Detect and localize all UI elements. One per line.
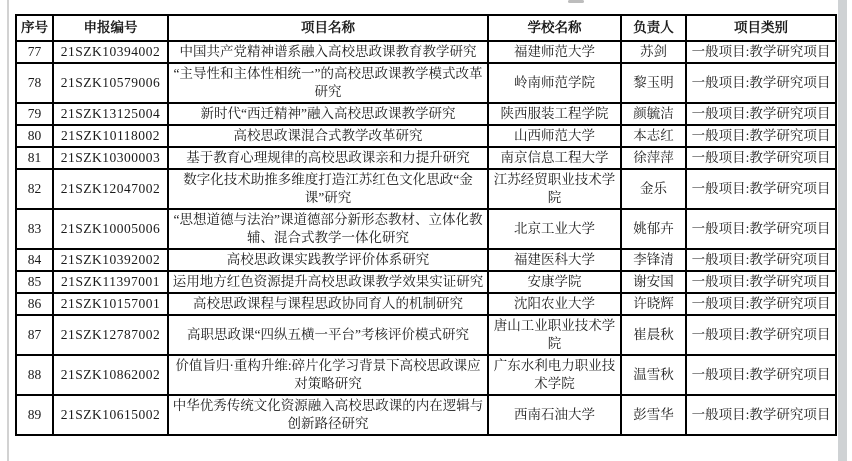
cell-project-category: 一般项目:教学研究项目: [686, 355, 836, 395]
cell-project-title: 中国共产党精神谱系融入高校思政课教育教学研究: [168, 41, 488, 63]
cell-leader-name: 崔晨秋: [621, 315, 686, 355]
cell-serial-number: 82: [16, 169, 53, 209]
cell-leader-name: 颜毓洁: [621, 103, 686, 125]
cell-application-code: 21SZK11397001: [53, 271, 168, 293]
table-row: [16, 395, 836, 435]
cell-school-name: 南京信息工程大学: [488, 147, 621, 169]
cell-leader-name: 彭雪华: [621, 395, 686, 435]
cell-leader-name: 姚郁卉: [621, 209, 686, 249]
cell-serial-number: 87: [16, 315, 53, 355]
table-row: [16, 41, 836, 63]
col-header-leader: 负责人: [621, 15, 686, 41]
cell-school-name: 陕西服装工程学院: [488, 103, 621, 125]
cell-project-category: 一般项目:教学研究项目: [686, 41, 836, 63]
cell-application-code: 21SZK10300003: [53, 147, 168, 169]
table-row: [16, 209, 836, 249]
cell-project-title: “思想道德与法治”课道德部分新形态教材、立体化教辅、混合式教学一体化研究: [168, 209, 488, 249]
cell-project-category: 一般项目:教学研究项目: [686, 125, 836, 147]
cell-school-name: 安康学院: [488, 271, 621, 293]
table-row: [16, 63, 836, 103]
cell-school-name: 福建医科大学: [488, 249, 621, 271]
col-header-category: 项目类别: [686, 15, 836, 41]
cell-project-title: 数字化技术助推多维度打造江苏红色文化思政“金课”研究: [168, 169, 488, 209]
cell-project-category: 一般项目:教学研究项目: [686, 315, 836, 355]
table-row: [16, 355, 836, 395]
cell-project-category: 一般项目:教学研究项目: [686, 271, 836, 293]
table-row: [16, 293, 836, 315]
cell-school-name: 唐山工业职业技术学院: [488, 315, 621, 355]
cell-serial-number: 88: [16, 355, 53, 395]
cell-leader-name: 谢安国: [621, 271, 686, 293]
col-header-project-title: 项目名称: [168, 15, 488, 41]
cell-project-category: 一般项目:教学研究项目: [686, 209, 836, 249]
cell-serial-number: 80: [16, 125, 53, 147]
cell-application-code: 21SZK10615002: [53, 395, 168, 435]
cell-serial-number: 84: [16, 249, 53, 271]
cell-application-code: 21SZK10862002: [53, 355, 168, 395]
table-row: [16, 169, 836, 209]
cell-project-title: 新时代“西迁精神”融入高校思政课教学研究: [168, 103, 488, 125]
table-row: [16, 147, 836, 169]
cell-serial-number: 85: [16, 271, 53, 293]
cell-application-code: 21SZK13125004: [53, 103, 168, 125]
cell-application-code: 21SZK10579006: [53, 63, 168, 103]
cell-leader-name: 温雪秋: [621, 355, 686, 395]
col-header-no: 序号: [16, 15, 53, 41]
col-header-application-code: 申报编号: [53, 15, 168, 41]
table-row: [16, 271, 836, 293]
page-right-edge-shadow: [838, 0, 847, 461]
cell-project-title: 高校思政课程与课程思政协同育人的机制研究: [168, 293, 488, 315]
table-row: [16, 249, 836, 271]
cell-application-code: 21SZK10118002: [53, 125, 168, 147]
cell-school-name: 岭南师范学院: [488, 63, 621, 103]
cell-project-title: 高校思政课混合式教学改革研究: [168, 125, 488, 147]
cell-school-name: 福建师范大学: [488, 41, 621, 63]
cell-project-category: 一般项目:教学研究项目: [686, 147, 836, 169]
cell-project-category: 一般项目:教学研究项目: [686, 169, 836, 209]
cell-leader-name: 李锋清: [621, 249, 686, 271]
cell-project-title: 基于教育心理规律的高校思政课亲和力提升研究: [168, 147, 488, 169]
cell-leader-name: 苏剑: [621, 41, 686, 63]
cell-project-category: 一般项目:教学研究项目: [686, 395, 836, 435]
cell-project-title: 高职思政课“四纵五横一平台”考核评价模式研究: [168, 315, 488, 355]
cell-serial-number: 81: [16, 147, 53, 169]
cell-project-title: 高校思政课实践教学评价体系研究: [168, 249, 488, 271]
scan-artifact-mark: [568, 0, 584, 3]
table-row: [16, 125, 836, 147]
page-left-edge-shadow: [7, 0, 9, 461]
cell-school-name: 江苏经贸职业技术学院: [488, 169, 621, 209]
table-row: [16, 315, 836, 355]
cell-serial-number: 86: [16, 293, 53, 315]
cell-school-name: 西南石油大学: [488, 395, 621, 435]
cell-school-name: 广东水利电力职业技术学院: [488, 355, 621, 395]
cell-school-name: 沈阳农业大学: [488, 293, 621, 315]
cell-application-code: 21SZK10157001: [53, 293, 168, 315]
cell-serial-number: 77: [16, 41, 53, 63]
cell-project-title: 价值旨归·重构升维:碎片化学习背景下高校思政课应对策略研究: [168, 355, 488, 395]
projects-table: [15, 14, 837, 436]
cell-serial-number: 78: [16, 63, 53, 103]
cell-application-code: 21SZK12047002: [53, 169, 168, 209]
cell-project-category: 一般项目:教学研究项目: [686, 63, 836, 103]
cell-leader-name: 徐萍萍: [621, 147, 686, 169]
cell-leader-name: 本志红: [621, 125, 686, 147]
cell-project-title: 中华优秀传统文化资源融入高校思政课的内在逻辑与创新路径研究: [168, 395, 488, 435]
cell-application-code: 21SZK10394002: [53, 41, 168, 63]
col-header-school: 学校名称: [488, 15, 621, 41]
table-row: [16, 103, 836, 125]
cell-serial-number: 83: [16, 209, 53, 249]
cell-project-title: “主导性和主体性相统一”的高校思政课教学模式改革研究: [168, 63, 488, 103]
cell-serial-number: 79: [16, 103, 53, 125]
cell-project-category: 一般项目:教学研究项目: [686, 293, 836, 315]
cell-project-category: 一般项目:教学研究项目: [686, 249, 836, 271]
cell-leader-name: 许晓辉: [621, 293, 686, 315]
cell-application-code: 21SZK10005006: [53, 209, 168, 249]
cell-leader-name: 金乐: [621, 169, 686, 209]
cell-application-code: 21SZK12787002: [53, 315, 168, 355]
cell-project-title: 运用地方红色资源提升高校思政课教学效果实证研究: [168, 271, 488, 293]
cell-application-code: 21SZK10392002: [53, 249, 168, 271]
cell-leader-name: 黎玉明: [621, 63, 686, 103]
cell-school-name: 北京工业大学: [488, 209, 621, 249]
cell-project-category: 一般项目:教学研究项目: [686, 103, 836, 125]
cell-school-name: 山西师范大学: [488, 125, 621, 147]
cell-serial-number: 89: [16, 395, 53, 435]
header-row: [16, 15, 836, 41]
